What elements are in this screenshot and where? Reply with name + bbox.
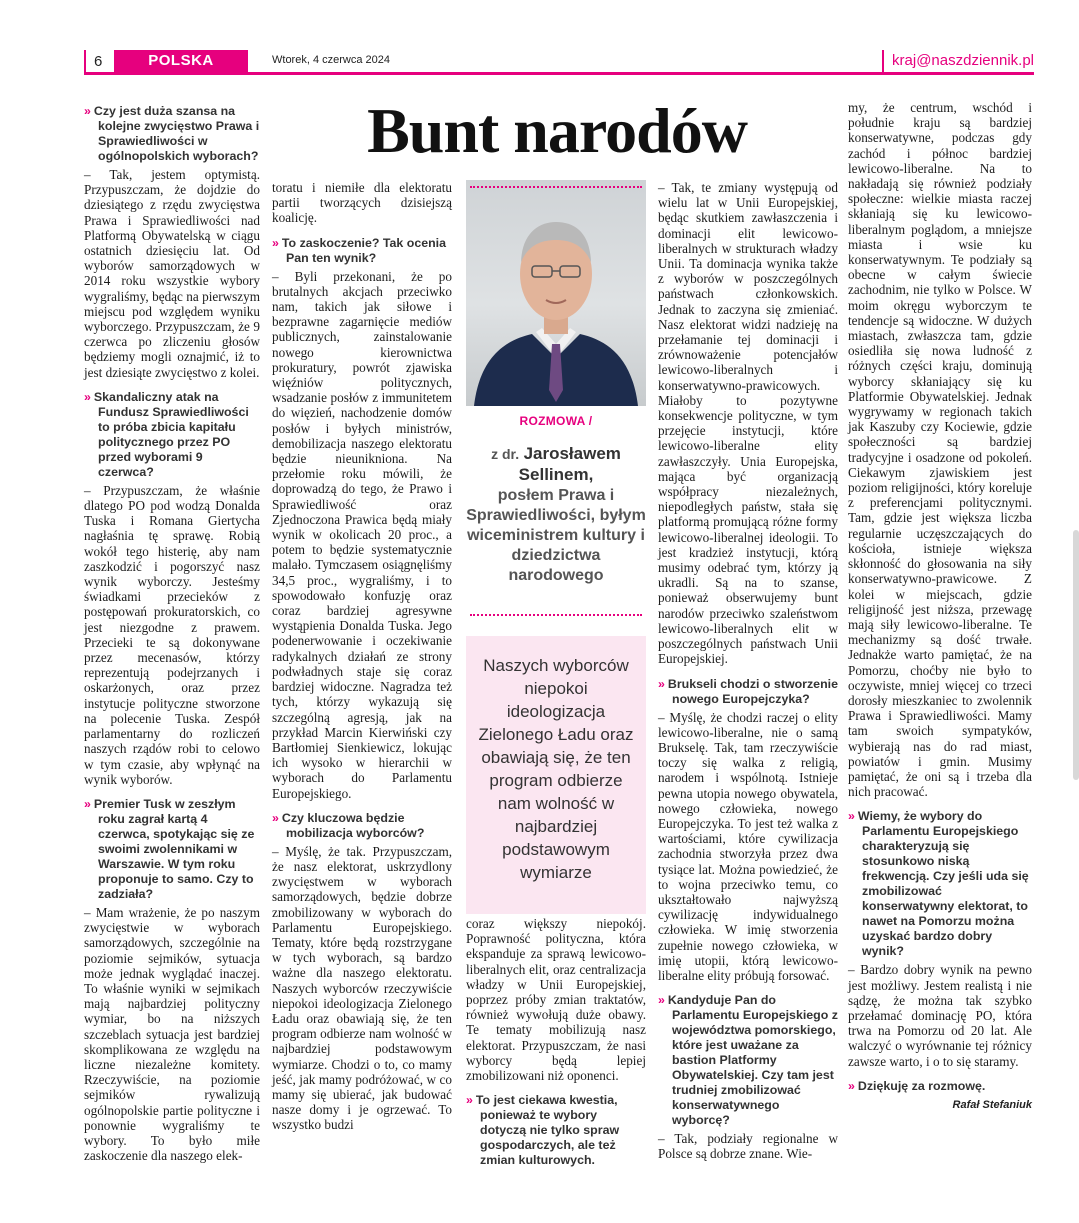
chevron-icon: » — [658, 676, 665, 691]
question: » Brukseli chodzi o stworzenie nowego Europejczyka? — [658, 676, 838, 706]
chevron-icon: » — [272, 235, 279, 250]
answer: – Myślę, że tak. Przypuszczam, że nasz elektorat, uskrzydlony zwycięstwem w wyborach samorządowych, będzie dobrze zmobilizowany w wyborach do Parlamentu Europejskiego. Tematy, które będą rozstrzygane w tych wyborach, są bardzo ważne dla naszego elektoratu. Naszych wyborców rzeczywiście niepokoi ideologizacja Zielonego Ładu oraz obawiają się, że ten program odbierze nam wolność w najbardziej podstawowym wymiarze. Chodzi o to, co mamy jeść, jak mamy podróżować, w co mamy się ubierać, jak budować nasze domy i je ogrzewać. To wszystko budzi — [272, 843, 452, 1133]
answer: – Myślę, że chodzi raczej o elity lewicowo-liberalne, nie o samą Brukselę. Tak, tam rzeczywiście toczy się walka z religią, narodem i wspólnotą. Istnieje pewna utopia nowego obywatela, nowego człowieka, nowego Europejczyka. To jest też walka z wartościami, które cywilizacja zachodnia stworzyła przez dwa tysiące lat. Można powiedzieć, że to wojna przeciwko temu, co ukształtowało najwyższą cywilizację indywidualnego człowieka. W imię stworzenia zupełnie nowego człowieka, w imię utopii, którą lewicowo-liberalne elity próbują forsować. — [658, 709, 838, 983]
chevron-icon: » — [84, 389, 91, 404]
portrait-illustration — [466, 180, 646, 406]
section-kicker: ROZMOWA / — [519, 414, 593, 428]
answer: – Przypuszczam, że właśnie dlatego PO pod wodzą Donalda Tuska i Romana Giertycha nagłaśnia tę sprawę. Robią wokół tego histerię, aby nam zaszkodzić i pogorszyć nasz wynik wyborczy. Jesteśmy świadkami przecieków z postępowań prokuratorskich, co jest niezgodne z prawem. Przecieki te są dokonywane przez mecenasów, którzy reprezentują podejrzanych i oskarżonych, oraz przez instytucje polityczne stworzone na polecenie Tuska. Zespół parlamentarny do rozliczeń naszych rządów robi to celowo w tym czasie, aby wpłynąć na wynik wyborów. — [84, 482, 260, 787]
column-4 — [658, 180, 838, 1162]
column-2 — [272, 180, 452, 1133]
answer: – Tak, podziały regionalne w Polsce są dobrze znane. Wie- — [658, 1131, 838, 1162]
column-5 — [848, 100, 1032, 1113]
chevron-icon: » — [84, 796, 91, 811]
divider — [470, 186, 642, 188]
author-byline: Rafał Stefaniuk — [952, 1098, 1032, 1111]
chevron-icon: » — [658, 993, 665, 1008]
column-1 — [84, 104, 260, 1163]
chevron-icon: » — [848, 809, 855, 824]
pull-quote: Naszych wyborców niepokoi ideologizacja Zielonego Ładu oraz obawiają się, że ten program odbierze nam wolność w najbardziej podstawowym wymiarze — [466, 636, 646, 914]
answer: – Byli przekonani, że po brutalnych akcjach przeciwko nam, takich jak siłowe i bezprawne zagarnięcie mediów publicznych, zainstalowanie nowego kierownictwa prokuratury, powrót zjawiska więźniów politycznych, wsadzanie posłów z immunitetem do więzień, nachodzenie domów posłów i byłych ministrów, demobilizacja naszego elektoratu będzie nieunikniona. Na przełomie roku mówili, że doprowadzą do tego, że Prawo i Sprawiedliwość oraz Zjednoczona Prawica będą miały wynik w okolicach 20 proc., a potem to będzie systematycznie malało. Tymczasem osiągnęliśmy 34,5 proc., wygraliśmy, i to spowodowało konfuzję oraz coraz bardziej agresywne wystąpienia Donalda Tuska. Jego podenerwowanie i oczekiwanie radykalnych działań ze strony podwładnych staje się coraz bardziej widoczne. Nagradza też tych, którzy wykazują się szczególną agresją, jak na przykład Marcin Kierwiński czy Bartłomiej Sienkiewicz, lokując ich wysoko w hierarchii w wyborach do Parlamentu Europejskiego. — [272, 268, 452, 801]
page-number: 6 — [84, 50, 112, 74]
answer: – Tak, te zmiany występują od wielu lat w Unii Europejskiej, będąc skutkiem zawłaszczenia i dominacji elit lewicowo-liberalnych w strukturach władzy Unii. Ta dominacja wynika także z wyborów w poszczególnych państwach członkowskich. Jednak to zaczyna się zmieniać. Nasz elektorat widzi nadzieję na przełamanie tej dominacji i zrównoważenie potencjałów lewicowo-liberalnych i konserwatywno-prawicowych. Miałoby to pozytywne konsekwencje polityczne, w tym przejęcie instytucji, które lewicowo-liberalne elity zawłaszczyły. Unia Europejska, mająca być organizacją współpracy niezależnych, niepodległych państw, stała się platformą promującą różne formy lewicowo-liberalnej ideologii. To jest kradzież instytucji, którą musimy odebrać tym, którzy ją ukradli. Są na to szanse, ponieważ obserwujemy bunt narodów przeciwko szaleństwom lewicowo-liberalnych elit w poszczególnych państwach Unii Europejskiej. — [658, 180, 838, 667]
answer: – Tak, jestem optymistą. Przypuszczam, że dojdzie do dziesiątego z rzędu zwycięstwa Prawa i Sprawiedliwości nad Platformą Obywatelską w ciągu ostatnich dziesięciu lat. Od wyborów samorządowych w 2014 roku wszystkie wybory wygraliśmy, będąc na pierwszym miejscu pod względem wyniku wyborczego. Przypuszczam, że 9 czerwca po zliczeniu głosów będziemy mogli oznajmić, iż to jest dziesiąte zwycięstwo z kolei. — [84, 167, 260, 380]
answer: – Bardzo dobry wynik na pewno jest możliwy. Jestem realistą i nie sądzę, że można tak szybko przełamać dominację PO, która trwa na Pomorzu od 20 lat. Ale walczyć o wyrównanie tej różnicy zawsze warto, i o to się staramy. — [848, 962, 1032, 1069]
question: » Premier Tusk w zeszłym roku zagrał kartą 4 czerwca, spotykając się ze swoimi zwolennikami w Warszawie. W tym roku proponuje to samo. Czy to zadziała? — [84, 796, 255, 901]
interviewee-name: Jarosławem Sellinem, — [518, 444, 621, 484]
section-email: kraj@naszdziennik.pl — [882, 50, 1034, 72]
question: » Kandyduje Pan do Parlamentu Europejskiego z województwa pomorskiego, które jest uważane za bastion Platformy Obywatelskiej. Czy tam jest trudniej zmobilizować konserwatywnego wyborcę? — [658, 993, 838, 1128]
page-header — [0, 0, 1079, 86]
section-label: POLSKA — [114, 50, 248, 72]
interviewee-box — [466, 444, 646, 586]
portrait-photo — [466, 180, 646, 406]
chevron-icon: » — [84, 104, 91, 118]
interviewee-description: posłem Prawa i Sprawiedliwości, byłym wiceministrem kultury i dziedzictwa narodowego — [466, 487, 646, 584]
question: » Wiemy, że wybory do Parlamentu Europejskiego charakteryzują się stosunkowo niską frekwencją. Czy jeśli uda się zmobilizować konserwatywny elektorat, to nawet na Pomorzu można uzyskać bardzo dobry wynik? — [848, 809, 1029, 959]
question: » To zaskoczenie? Tak ocenia Pan ten wynik? — [272, 235, 447, 265]
header-rule — [84, 72, 1034, 75]
article-title: Bunt narodów — [367, 95, 747, 166]
answer-continued: coraz większy niepokój. Poprawność polityczna, która ekspanduje za sprawą lewicowo-liberalnych elit, oraz centralizacja władzy w Unii Europejskiej, poprzez próby zmian traktatów, również wywołują duże obawy. Te tematy mobilizują nasz elektorat. Przypuszczam, że nasi wyborcy będą lepiej zmobilizowani niż oponenci. — [466, 916, 646, 1084]
question: » Skandaliczny atak na Fundusz Sprawiedliwości to próba zbicia kapitału politycznego przez PO przed wyborami 9 czerwca? — [84, 389, 249, 479]
chevron-icon: » — [466, 1093, 473, 1108]
scrollbar[interactable] — [1073, 530, 1079, 780]
answer: – Mam wrażenie, że po naszym zwycięstwie w wyborach samorządowych, szczególnie na poziomie sejmików, sytuacja może jednak wyglądać inaczej. To właśnie wyniki w sejmikach mają najbardziej polityczny wymiar, bo na niższych szczeblach sytuacja jest bardziej skomplikowana ze względu na liczne niezależne komitety. Rzeczywiście, na poziomie sejmików rywalizują ogólnopolskie partie polityczne i ponownie wygraliśmy te wybory. To było miłe zaskoczenie dla naszego elek- — [84, 904, 260, 1164]
column-3 — [466, 916, 646, 1171]
closing: » Dziękuję za rozmowę. — [848, 1078, 986, 1093]
divider — [470, 614, 642, 616]
question: » Czy kluczowa będzie mobilizacja wyborców? — [272, 810, 425, 840]
intro-prefix: z dr. — [491, 446, 520, 462]
question: » Czy jest duża szansa na kolejne zwycięstwo Prawa i Sprawiedliwości w ogólnopolskich wyborach? — [84, 104, 260, 163]
answer-continued: my, że centrum, wschód i południe kraju są bardziej konserwatywne, podczas gdy zachód i północ bardziej lewicowo-liberalne. Na to nakładają się również podziały społeczne: wielkie miasta raczej skłaniają się ku lewicowo-liberalnym poglądom, a mniejsze miasta i wsie ku konserwatywnym. Te podziały są obecne w całym świecie zachodnim, nie tylko w Polsce. W moim okręgu wyborczym te tendencje są widoczne. W dużych miastach, zwłaszcza tam, gdzie osiedliła się nowa ludność z różnych części kraju, dominują wyborcy skłaniający się ku Platformie Obywatelskiej. Jednak wygrywamy w regionach takich jak Kaszuby czy Kociewie, gdzie społeczności są bardziej tradycyjne i osadzone od pokoleń. Ciekawym zjawiskiem jest poziom religijności, który koreluje z preferencjami politycznymi. Tam, gdzie jest większa liczba regularnie uczęszczających do kościoła, istnieje większa skłonność do głosowania na siły konserwatywno-prawicowe. Z kolei w miejscach, gdzie religijność jest niższa, przewagę mają siły lewicowo-liberalne. Te mechanizmy są dość trwałe. Jednakże warto pamiętać, że na Pomorzu, choćby nie było to oczywiste, mniej więcej co trzeci dorosły mieszkaniec to zwolennik Prawa i Sprawiedliwości. Mamy tam swoich sympatyków, wybierają nas do rad miast, powiatów i gmin. Musimy pamiętać, że oni są i trzeba dla nich pracować. — [848, 100, 1032, 800]
question: » To jest ciekawa kwestia, ponieważ te wybory dotyczą nie tylko spraw gospodarczych, ale też zmian kulturowych. — [466, 1093, 620, 1168]
chevron-icon: » — [272, 810, 279, 825]
answer-continued: toratu i niemiłe dla elektoratu partii tworzących dzisiejszą koalicję. — [272, 180, 452, 226]
chevron-icon: » — [848, 1078, 855, 1093]
issue-date: Wtorek, 4 czerwca 2024 — [272, 54, 390, 66]
